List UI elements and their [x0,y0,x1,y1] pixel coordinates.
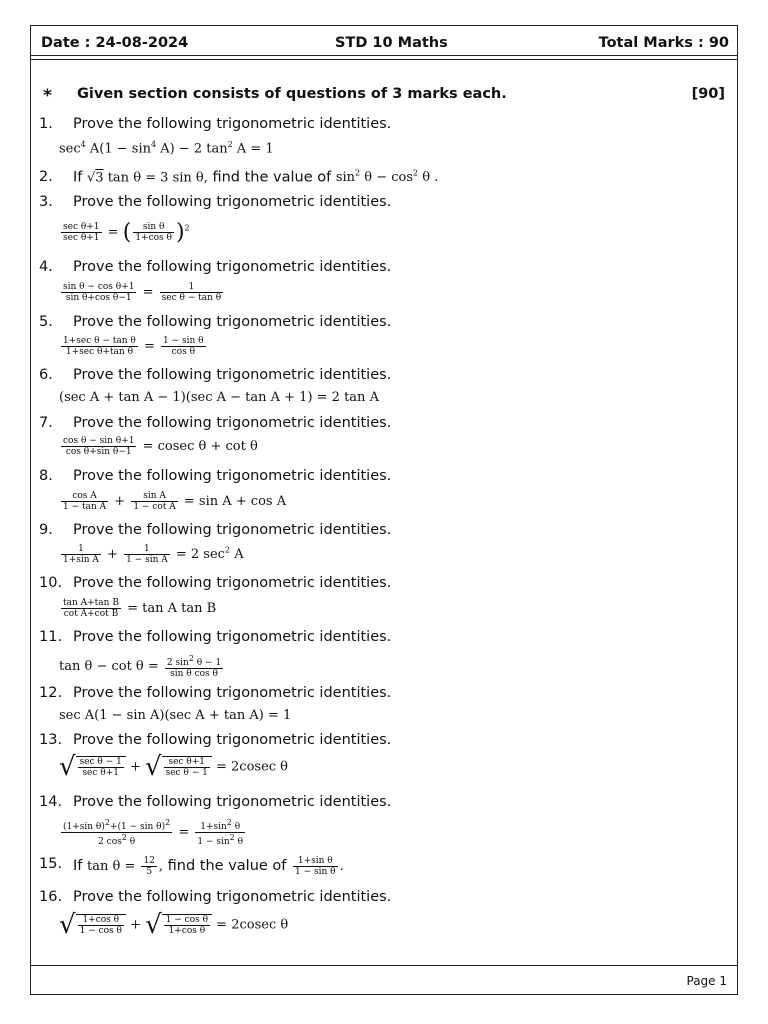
header-date: Date : 24-08-2024 [41,35,189,51]
star-bullet: * [43,86,52,106]
equation-13: √ sec θ − 1 sec θ+1 + √ sec θ+1 sec θ − 1 = 2cosec θ [59,752,288,782]
equation-8: $\frac{\text{cos A}}{\text{1 − tan A}}$ + $\frac{\text{sin A}}{\text{1 − cot A}}$ = sin A + cos A [63,491,287,512]
page-frame: Date : 24-08-2024 STD 10 Maths Total Marks : 90 * Given section consists of questions of 3 marks each. [90] 1. Prove the following trigonometric identities. $\sec^4 A(1 - \sin^4 A) - 2$ $\tan^2 A = 1$ 2. If √3 tan θ = 3 sin θ, find the value of $\sin^2 \theta - \cos^2 \theta$ . 3. Prove the following trigonometric identities. sec θ+1 sec θ+1 = ( $\frac{\text{sin θ}}{\text{1+cos θ}}$ )$^2$ 4. Prove the following trigonometric identities. $\frac{\text{sin θ − cos θ+1}}{\text{sin θ+cos θ−1}}$ = 1 sec θ − tan θ 5. Prove the following trigonometric identities. 1+sec θ − tan θ 1+sec θ+tan θ = $\frac{\text{1 − sin θ}}{\text{cos θ}}$ 6. Prove the following trigonometric identities. (sec A + tan A − 1)(sec A − tan A + 1) = 2 tan A 7. Prove the following trigonometric identities. $\frac{\text{cos θ − sin θ+1}}{\text{cos θ+sin θ−1}}$ = cosec θ + cot θ 8. Prove the following trigonometric identities. $\frac{\text{cos A}}{\text{1 − tan A}}$ + $\frac{\text{sin A}}{\text{1 − cot A}}$ = sin A + cos A 9. Prove the following trigonometric identities. $\frac{1}{\text{1+sin A}}$ + $\frac{1}{\text{1 − sin A}}$ = 2 $\sec^2 A$ 10. Prove the following trigonometric identities. $\frac{\text{tan A+tan B}}{\text{cot A+cot B}}$ = tan A tan B 11. Prove the following trigonometric identities. tan θ − cot θ = $\frac{2 \sin^2 \theta - 1}{\text{sin θ cos θ}}$ 12. Prove the following trigonometric identities. sec A(1 − sin A)(sec A + tan A) = 1 13. Prove the following trigonometric identities. √ sec θ − 1 sec θ+1 + √ sec θ+1 sec θ − 1 = 2cosec θ 14. Prove the following trigonometric identities. $\frac{(1+\sin \theta)^2+(1 - \sin \theta)^2}{2 \cos^2 \theta}$ = $\frac{1+\sin^2 \theta}{1 - \sin^2 \theta}$ 15. If tan θ = $\frac{12}{5}$ , find the value of $\frac{\text{1+sin θ}}{\text{1 − sin θ}}$ . 16. Prove the following trigonometric identities. √ $\frac{\text{1+cos θ}}{\text{1 − cos θ}}$ + √ $\frac{\text{1 − cos θ}}{\text{1+cos θ}}$ = 2cosec θ Page 1 [30,25,738,995]
equation-3: sec θ+1 sec θ+1 = ( $\frac{\text{sin θ}}{\text{1+cos θ}}$ )$^2$ [63,220,190,245]
equation-10: $\frac{\text{tan A+tan B}}{\text{cot A+cot B}}$ = tan A tan B [63,598,217,619]
section-marks: [90] [691,86,725,102]
equation-12: sec A(1 − sin A)(sec A + tan A) = 1 [59,708,292,723]
header-total-marks: Total Marks : 90 [598,35,729,51]
page-number: Page 1 [686,974,727,988]
equation-9: $\frac{1}{\text{1+sin A}}$ + $\frac{1}{\text{1 − sin A}}$ = 2 $\sec^2 A$ [63,544,244,565]
equation-7: $\frac{\text{cos θ − sin θ+1}}{\text{cos θ+sin θ−1}}$ = cosec θ + cot θ [63,436,258,457]
equation-14: $\frac{(1+\sin \theta)^2+(1 - \sin \theta)^2}{2 \cos^2 \theta}$ = $\frac{1+\sin^2 \theta}{1 - \sin^2 \theta}$ [63,818,244,847]
equation-4: $\frac{\text{sin θ − cos θ+1}}{\text{sin θ+cos θ−1}}$ = 1 sec θ − tan θ [63,282,222,303]
footer-divider [31,965,737,966]
header-bar [31,26,737,56]
equation-6: (sec A + tan A − 1)(sec A − tan A + 1) = 2 tan A [59,390,379,405]
header-divider [31,59,737,60]
header-subject: STD 10 Maths [335,35,448,51]
section-title: Given section consists of questions of 3 marks each. [77,86,507,102]
equation-11: tan θ − cot θ = $\frac{2 \sin^2 \theta - 1}{\text{sin θ cos θ}}$ [59,654,222,679]
equation-5: 1+sec θ − tan θ 1+sec θ+tan θ = $\frac{\text{1 − sin θ}}{\text{cos θ}}$ [63,336,204,357]
equation-16: √ $\frac{\text{1+cos θ}}{\text{1 − cos θ}}$ + √ $\frac{\text{1 − cos θ}}{\text{1+cos θ}}$ = 2cosec θ [59,910,289,940]
equation-1: $\sec^4 A(1 - \sin^4 A) - 2$ $\tan^2 A = 1$ [59,140,274,157]
